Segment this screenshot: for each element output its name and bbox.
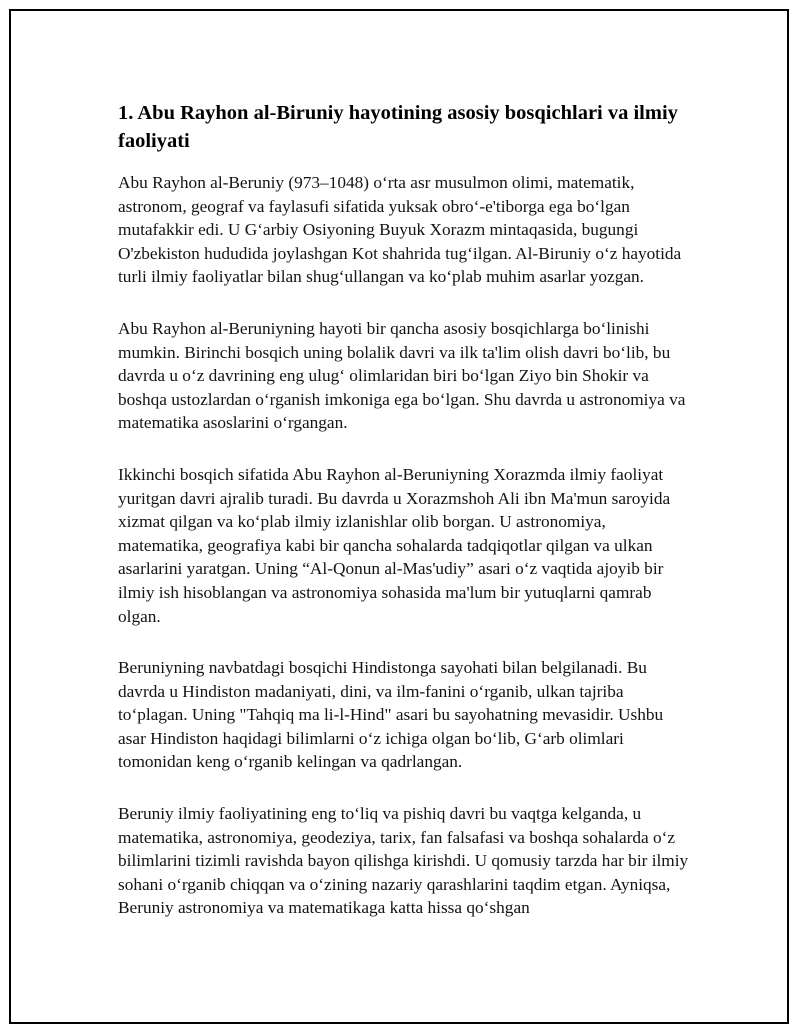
body-paragraph-4: Beruniyning navbatdagi bosqichi Hindistonga sayohati bilan belgilanadi. Bu davrda u Hindiston madaniyati, dini, va ilm-fanini o‘rganib, ulkan tajriba to‘plagan. Uning "Tahqiq ma li-l-Hind" asari bu sayohatning mevasidir. Ushbu asar Hindiston haqidagi bilimlarni o‘z ichiga olgan bo‘lib, G‘arb olimlari tomonidan keng o‘rganib kelingan va qadrlangan. — [118, 658, 664, 772]
document-body — [118, 99, 694, 948]
document-page — [9, 9, 789, 1024]
body-paragraph-2: Abu Rayhon al-Beruniyning hayoti bir qancha asosiy bosqichlarga bo‘linishi mumkin. Birinchi bosqich uning bolalik davri va ilk ta'lim olish davri bo‘lib, bu davrda u o‘z davrining eng ulug‘ olimlaridan biri bo‘lgan Ziyo bin Shokir va boshqa ustozlardan o‘rganish imkoniga ega bo‘lgan. Shu davrda u astronomiya va matematika asoslarini o‘rgangan. — [118, 318, 686, 433]
body-paragraph-5: Beruniy ilmiy faoliyatining eng to‘liq va pishiq davri bu vaqtga kelganda, u matematika, astronomiya, geodeziya, tarix, fan falsafasi va boshqa sohalarda o‘z bilimlarini tizimli ravishda bayon qilishga kirishdi. U qomusiy tarzda har bir ilmiy sohani o‘rganib chiqqan va o‘zining nazariy qarashlarini taqdim etgan. Ayniqsa, Beruniy astronomiya va matematikaga katta hissa qo‘shgan — [118, 804, 689, 918]
section-heading: 1. Abu Rayhon al-Biruniy hayotining asosiy bosqichlari va ilmiy faoliyati — [118, 102, 678, 152]
body-paragraph-1: Abu Rayhon al-Beruniy (973–1048) o‘rta asr musulmon olimi, matematik, astronom, geograf va faylasufi sifatida yuksak obro‘-e'tiborga ega bo‘lgan mutafakkir edi. U G‘arbiy Osiyoning Buyuk Xorazm mintaqasida, bugungi O'zbekiston hududida joylashgan Kot shahrida tug‘ilgan. Al-Biruniy o‘z hayotida turli ilmiy faoliyatlar bilan shug‘ullangan va ko‘plab muhim asarlar yozgan. — [118, 173, 682, 287]
body-paragraph-3: Ikkinchi bosqich sifatida Abu Rayhon al-Beruniyning Xorazmda ilmiy faoliyat yuritgan davri ajralib turadi. Bu davrda u Xorazmshoh Ali ibn Ma'mun saroyida xizmat qilgan va ko‘plab ilmiy izlanishlar olib borgan. U astronomiya, matematika, geografiya kabi bir qancha sohalarda tadqiqotlar qilgan va ulkan asarlarini yaratgan. Uning “Al-Qonun al-Mas'udiy” asari o‘z vaqtida ajoyib bir ilmiy ish hisoblangan va astronomiya sohasida ma'lum bir yutuqlarni qamrab olgan. — [118, 464, 671, 626]
